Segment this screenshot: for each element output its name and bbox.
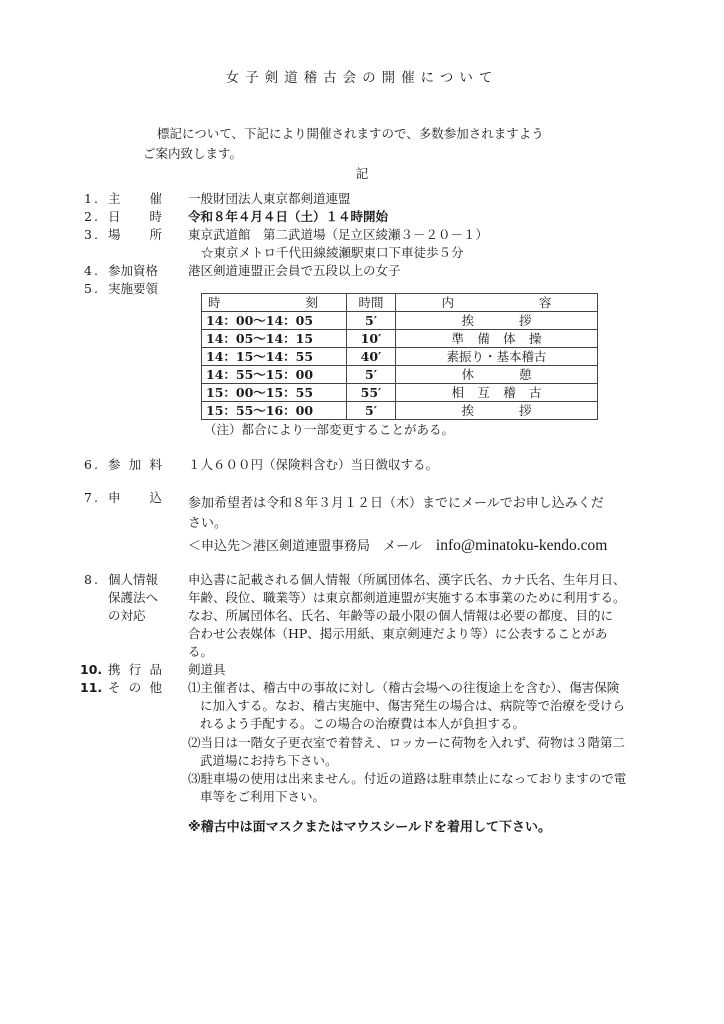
cell-time: 14：05〜14：15 [202, 330, 347, 348]
item-label: 場所 [108, 227, 162, 242]
item-label: 参加料 [108, 457, 162, 472]
cell-time: 14：55〜15：00 [202, 366, 347, 384]
item-number: 10. [80, 662, 103, 677]
item-label: 申込 [108, 490, 162, 505]
intro-text-line2: ご案内致します。 [143, 146, 243, 161]
cell-time: 14：00〜14：05 [202, 312, 347, 330]
application-contact-label: ＜申込先＞港区剣道連盟事務局 メール [188, 539, 422, 554]
item-label-line: 保護法へ [108, 590, 159, 605]
schedule-note: （注）都合により一部変更することがある。 [204, 422, 455, 437]
item-number: 4. [84, 263, 100, 278]
item-number: 7. [84, 490, 100, 505]
privacy-text-line: 合わせ公表媒体（HP、掲示用紙、東京剣連だより等）に公表することがあ [188, 626, 608, 641]
item-value-organizer: 一般財団法人東京都剣道連盟 [188, 191, 351, 206]
other-text-line: 武道場にお持ち下さい。 [200, 753, 338, 768]
mask-warning: ※稽古中は面マスクまたはマウスシールドを着用して下さい。 [188, 820, 551, 835]
item-value-venue: 東京武道館 第二武道場（足立区綾瀬３－２０－１） [188, 227, 489, 242]
cell-content: 休憩 [461, 367, 532, 382]
item-number: 3. [84, 227, 100, 242]
cell-time: 15：00〜15：55 [202, 384, 347, 402]
cell-content: 挨拶 [461, 313, 532, 328]
cell-duration: 5′ [347, 312, 396, 330]
item-label: 主催 [108, 191, 162, 206]
table-row [202, 402, 598, 420]
column-header-duration: 時間 [347, 294, 396, 312]
column-header-content: 内容 [441, 295, 552, 310]
cell-time: 14：15〜14：55 [202, 348, 347, 366]
item-label: その他 [108, 680, 162, 695]
other-text-line: ⑵当日は一階女子更衣室で着替え、ロッカーに荷物を入れず、荷物は３階第二 [188, 735, 626, 750]
item-label-line: の対応 [108, 608, 146, 623]
item-number: 6. [84, 457, 100, 472]
cell-content: 挨拶 [461, 403, 532, 418]
table-row [202, 366, 598, 384]
item-value-access: ☆東京メトロ千代田線綾瀬駅東口下車徒歩５分 [201, 245, 464, 260]
table-header-row [202, 294, 598, 312]
item-number: 1. [84, 191, 100, 206]
item-number: 8. [84, 572, 100, 587]
table-row [202, 384, 598, 402]
cell-content: 準備体操 [451, 331, 542, 346]
other-text-line: 車等をご利用下さい。 [200, 789, 326, 804]
item-value-application-cont: さい。 [188, 516, 228, 531]
item-value-eligibility: 港区剣道連盟正会員で五段以上の女子 [188, 263, 401, 278]
privacy-text-line: 申込書に記載される個人情報（所属団体名、漢字氏名、カナ氏名、生年月日、 [188, 572, 626, 587]
cell-time: 15：55〜16：00 [202, 402, 347, 420]
document-title: 女子剣道稽古会の開催について [225, 70, 499, 86]
schedule-table [201, 293, 598, 420]
column-header-time: 時刻 [208, 295, 318, 310]
intro-text-line1: 標記について、下記により開催されますので、多数参加されますよう [157, 126, 544, 141]
cell-duration: 5′ [347, 366, 396, 384]
item-number: 11. [80, 680, 103, 695]
table-row [202, 348, 598, 366]
item-value-equipment: 剣道具 [188, 662, 226, 677]
cell-duration: 10′ [347, 330, 396, 348]
cell-content: 素振り・基本稽古 [396, 348, 598, 366]
cell-duration: 40′ [347, 348, 396, 366]
other-text-line: に加入する。なお、稽古実施中、傷害発生の場合は、病院等で治療を受けら [200, 698, 626, 713]
other-text-line: ⑴主催者は、稽古中の事故に対し（稽古会場への往復途上を含む）、傷害保険 [188, 680, 620, 695]
item-number: 5. [84, 281, 100, 296]
item-label: 実施要領 [108, 281, 159, 296]
other-text-line: ⑶駐車場の使用は出来ません。付近の道路は駐車禁止になっておりますので電 [188, 771, 627, 786]
item-value-datetime: 令和８年４月４日（土）１４時開始 [188, 209, 389, 224]
item-value-fee: １人６００円（保険料含む）当日徴収する。 [188, 457, 439, 472]
item-label: 携行品 [108, 662, 162, 677]
cell-content: 相互稽古 [451, 385, 542, 400]
privacy-text-line: る。 [188, 644, 214, 659]
table-row [202, 312, 598, 330]
table-row [202, 330, 598, 348]
item-label: 日時 [108, 209, 162, 224]
item-number: 2. [84, 209, 100, 224]
ki-heading: 記 [355, 166, 369, 181]
privacy-text-line: 年齢、段位、職業等）は東京都剣道連盟が実施する本事業のために利用する。 [188, 590, 626, 605]
cell-duration: 5′ [347, 402, 396, 420]
contact-email-link[interactable]: info@minatoku-kendo.com [435, 537, 608, 554]
item-label: 参加資格 [108, 263, 159, 278]
privacy-text-line: なお、所属団体名、氏名、年齢等の最小限の個人情報は必要の都度、目的に [188, 608, 614, 623]
item-value-application: 参加希望者は令和８年３月１２日（木）までにメールでお申し込みくだ [188, 496, 604, 511]
item-label-line: 個人情報 [108, 572, 159, 587]
cell-duration: 55′ [347, 384, 396, 402]
other-text-line: れるよう手配する。この場合の治療費は本人が負担する。 [200, 716, 526, 731]
